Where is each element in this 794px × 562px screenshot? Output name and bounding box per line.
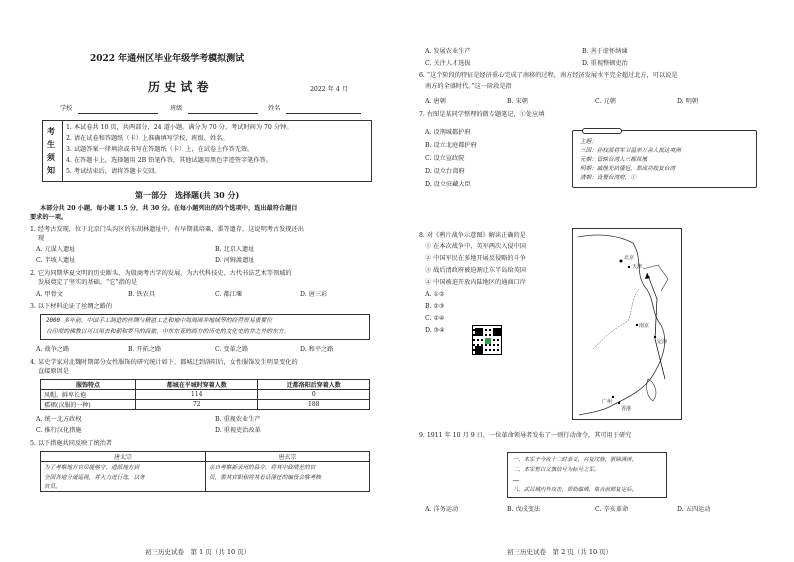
q9-stem: 9. 1911 年 10 月 9 日，一位革命领导者发布了一则行动命令，其可用于研究 [419, 432, 632, 439]
q9-option-a[interactable]: A. 洋务运动 [425, 506, 459, 513]
q4-table-header [41, 380, 370, 390]
q8-option-a[interactable]: A. ①② [425, 291, 445, 298]
name-field[interactable] [286, 113, 361, 114]
q8-option-b[interactable]: B. ②③ [425, 303, 445, 310]
q5-cell [206, 482, 370, 492]
q4-stem: 4. 某史学家对北魏时期部分女性服饰的研究统计如下，都城迁到洛阳后，女性服饰发生明显变化的 [30, 359, 298, 366]
q1-option-c[interactable]: C. 半坡人遗址 [36, 257, 76, 264]
q5-cell: 为了考察地方官员能够守，遗派地方到 [41, 462, 206, 472]
q1-option-d[interactable]: D. 河姆渡遗址 [215, 257, 255, 264]
q1-stem-2: 现 [38, 235, 45, 242]
right-page [397, 0, 794, 562]
q8-item-2: ② 中国军民在多地开展反侵略的斗争 [425, 255, 526, 262]
part1-heading: 第一部分 选择题(共 30 分) [135, 190, 240, 200]
q3-option-b[interactable]: B. 开拓之路 [128, 346, 162, 353]
map-city-nanjing [636, 324, 638, 326]
q5-cell: 员，罢其官职和将其看话落任的编役会察考核 [206, 472, 370, 482]
q3-material-1: 2000 多年前，中国手工制造的丝绸与精湛工艺和地中海周围非地域等的经营贸易重要位 [46, 318, 273, 324]
q4-th-2: 都城在平城时穿着人数 [136, 380, 258, 390]
q2-option-c[interactable]: C. 都江堰 [215, 291, 243, 298]
map-label-guangzhou: 广州 [602, 399, 613, 405]
page-footer-1: 初三历史试卷 第 1 页（共 10 页） [145, 548, 251, 556]
q8-item-3: ③ 战后清政府被迫割让东半岛给英国 [425, 267, 526, 274]
q4-option-d[interactable]: D. 重视吏治改革 [215, 427, 261, 434]
q6-stem-2: 南方的全盛时代。”这一阶段是指 [425, 83, 512, 90]
q7-note-line-1: 三国：孙权派将军卫温率万余人抵达夷洲 [580, 148, 681, 154]
table-row [41, 462, 370, 472]
notice-label-1: 考 [47, 126, 55, 136]
q7-note-title: 主题： [580, 139, 597, 145]
q4-th-3: 迁都洛阳后穿着人数 [258, 380, 370, 390]
q7-option-c[interactable]: C. 设立宣政院 [425, 155, 465, 162]
q2-stem-2: 发展奠定了坚实的基础。“它”指的是 [38, 279, 138, 286]
q9-material-2: 二、本军暂以义旗信号为标号之军。 [513, 467, 600, 473]
q7-option-d[interactable]: D. 设立台湾府 [425, 168, 465, 175]
q4-stem-2: 直接原因是 [38, 368, 69, 375]
q3-option-d[interactable]: D. 和平之路 [300, 346, 334, 353]
table-row [41, 390, 370, 400]
q6-option-a[interactable]: A. 唐朝 [425, 98, 446, 105]
q9-material-4: 八、武昌城内外攻击，帮助临城，集合前部复定后。 [513, 487, 637, 493]
q9-material-1: 一、本军于今夜十二时举义，兴复汉族，驱除满虏。 [513, 457, 637, 463]
q6-stem: 6. “这个阶段的特征是经济重心完成了南移的过程，南方经济发展水平完全超过北方，可以说是 [419, 72, 678, 79]
q3-option-a[interactable]: A. 战争之路 [36, 346, 70, 353]
q8-stem: 8. 对《鸦片战争示意图》解读正确的是 [419, 232, 526, 239]
name-label: 姓名 [268, 105, 281, 112]
q8-item-4: ④ 中国被迫开放内陆地区的通商口岸 [425, 279, 526, 286]
q5-cell: 亲自考察新录用的县令，将其中政绩差的官 [206, 462, 370, 472]
map-label-dinghai: 定海 [657, 339, 668, 345]
q5-table [40, 451, 370, 492]
q9-option-d[interactable]: D. 五四运动 [677, 506, 711, 513]
notice-2: 2. 请在试卷和答题纸（卡）上准确填写学校、班级、姓名。 [66, 135, 229, 142]
q6-option-d[interactable]: D. 明朝 [677, 98, 699, 105]
q4-table [40, 379, 370, 410]
q3-option-c[interactable]: C. 变革之路 [215, 346, 249, 353]
page-footer-2: 初三历史试卷 第 2 页（共 10 页） [507, 548, 613, 556]
notice-label-2: 生 [47, 139, 55, 149]
q9-material-3: …… [513, 477, 520, 483]
q8-option-c[interactable]: C. ②④ [425, 315, 445, 322]
q4-option-b[interactable]: B. 重视农业生产 [215, 416, 261, 423]
notice-label-4: 知 [47, 165, 55, 175]
q7-stem: 7. 右图是某同学整理的微专题笔记，①处应填 [419, 111, 545, 118]
q7-option-a[interactable]: A. 设荆城都护府 [425, 129, 471, 136]
q6-option-b[interactable]: B. 宋朝 [507, 98, 528, 105]
school-label: 学校 [60, 105, 73, 112]
school-field[interactable] [78, 113, 158, 114]
q5-option-a[interactable]: A. 发展农业生产 [425, 48, 471, 55]
map-label-beijing: 北京 [624, 255, 635, 261]
q4-cell: 风帽、鲜卑长袍 [41, 390, 136, 400]
q7-note-clip [582, 128, 622, 134]
q8-option-d[interactable]: D. ③④ [425, 327, 445, 334]
q2-option-a[interactable]: A. 甲骨文 [36, 291, 63, 298]
q5-option-c[interactable]: C. 关注人才选拔 [425, 60, 471, 67]
map-city-beijing [620, 260, 623, 263]
notice-4: 4. 在答题卡上，选择题用 2B 铅笔作答，其他试题用黑色字迹签字笔作答。 [66, 157, 272, 164]
q5-cell: 全国各地分道巡视，并大力进行选，以务 [41, 472, 206, 482]
exam-title: 2022 年通州区毕业年级学考模拟测试 [90, 54, 245, 64]
q9-option-b[interactable]: B. 戊戌变法 [507, 506, 541, 513]
q9-option-c[interactable]: C. 辛亥革命 [595, 506, 629, 513]
part1-intro: 本部分共 20 小题，每小题 1.5 分，共 30 分。在每小题列出的四个选项中，选出最符合题目 [40, 205, 298, 212]
q5-option-b[interactable]: B. 善于虚怀纳谏 [582, 48, 628, 55]
notice-label-3: 须 [47, 152, 55, 162]
qr-code[interactable] [472, 325, 502, 355]
q1-option-a[interactable]: A. 元谋人遗址 [36, 246, 76, 253]
q4-cell: 0 [258, 390, 370, 400]
q3-material-2: 自印度的佛教以可以用去和朝和罗马的商旅，中东东亚的西方的历史的文化史的并之外的东方。 [46, 329, 290, 335]
q7-note-line-4: 清朝：设置台湾府，① [580, 175, 636, 181]
q5-cell: 官员。 [41, 482, 206, 492]
q4-cell: 72 [136, 400, 258, 410]
q6-option-c[interactable]: C. 元朝 [595, 98, 616, 105]
qr-code-pattern [473, 326, 501, 354]
q1-option-b[interactable]: B. 北京人遗址 [215, 246, 255, 253]
class-field[interactable] [188, 113, 258, 114]
q1-stem: 1. 经考古发现，位于北京门头沟区的东胡林遗址中，有早期栽培粟、黍等遗存，这说明考古发现还出 [30, 226, 304, 233]
exam-date: 2022 年 4 月 [310, 86, 348, 93]
q5-option-d[interactable]: D. 重视整顿吏治 [582, 60, 628, 67]
notice-5: 5. 考试结束后，请将答题卡交回。 [66, 168, 161, 175]
q7-option-e[interactable]: D. 设立驻藏大臣 [425, 181, 471, 188]
q4-option-c[interactable]: C. 推行汉化措施 [36, 427, 82, 434]
q5-table-header [41, 452, 370, 462]
map-label-hongkong: 香港 [621, 406, 632, 412]
notice-3: 3. 试题答案一律填涂或书写在答题纸（卡）上，在试卷上作答无效。 [66, 146, 254, 153]
table-row [41, 472, 370, 482]
map-label-nanjing: 南京 [639, 323, 650, 329]
q7-note-line-2: 元朝：管辖台湾人三都凤凰 [580, 157, 648, 163]
table-row [41, 400, 370, 410]
map-label-tianjin: 天津 [632, 264, 643, 270]
part1-intro-2: 要求的一项。 [30, 214, 68, 221]
exam-subtitle: 历 史 试 卷 [148, 80, 209, 94]
q2-option-d[interactable]: D. 唐三彩 [300, 291, 328, 298]
q2-option-b[interactable]: B. 铁农具 [128, 291, 156, 298]
q5-th-1: 唐太宗 [41, 452, 206, 462]
q4-cell: 襦裙(汉服的一种) [41, 400, 136, 410]
class-label: 班级 [170, 105, 183, 112]
map-river [593, 289, 639, 349]
notice-1: 1. 本试卷共 10 页，共两部分，24 道小题。满分为 70 分。考试时间为 70 分钟。 [66, 124, 293, 131]
q3-stem: 3. 以下材料论证了丝绸之路的 [30, 303, 113, 310]
q8-item-1: ① 在本次战争中，英军两次入侵中国 [425, 243, 526, 250]
q7-note-line-3: 明朝：戚继光抗倭冠，郑成功收复台湾 [580, 166, 676, 172]
map-city-tianjin [628, 266, 630, 268]
q4-th-1: 服饰特点 [41, 380, 136, 390]
q4-cell: 188 [258, 400, 370, 410]
q4-cell: 114 [136, 390, 258, 400]
map-city-hongkong [618, 402, 620, 404]
table-row [41, 482, 370, 492]
map-city-guangzhou [612, 396, 614, 398]
q7-option-b[interactable]: B. 设立北庭都护府 [425, 142, 477, 149]
map-city-dinghai [654, 336, 656, 338]
q4-option-a[interactable]: A. 统一北方政权 [36, 416, 82, 423]
q2-stem: 2. 它为同期华夏文明的历史断头，为殷商考古学的发展，为古代科技史、古代书法艺术等领域的 [30, 270, 292, 277]
q5-th-2: 唐玄宗 [206, 452, 370, 462]
q5-stem: 5. 以下措施共同反映了统治者 [30, 440, 113, 447]
map-route-arrow [645, 273, 650, 279]
notice-divider [62, 120, 63, 182]
